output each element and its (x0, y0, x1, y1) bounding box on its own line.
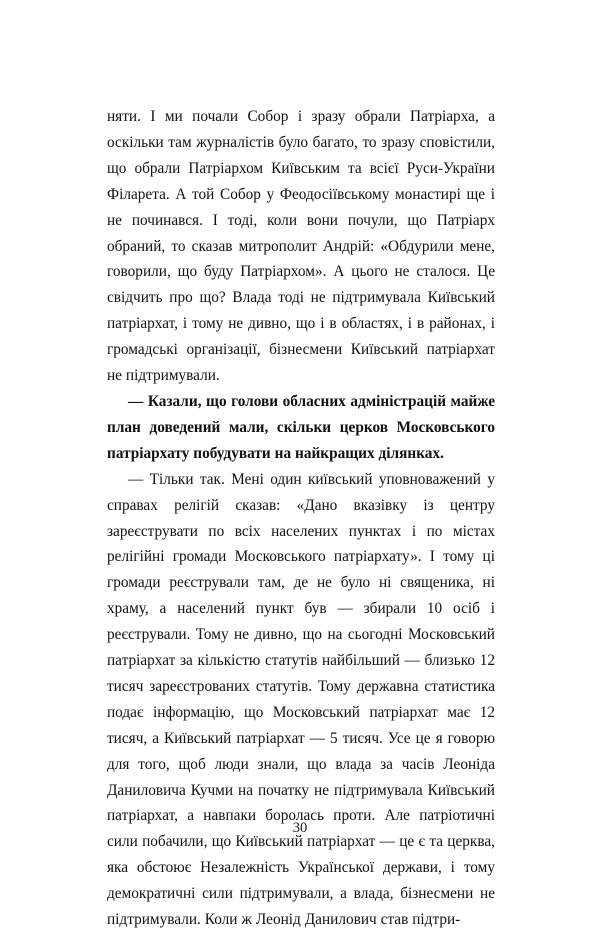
page-number: 30 (292, 820, 308, 836)
paragraph-interviewer-question: — Казали, що голови обласних адміністрацій майже план доведений мали, скільки церков Московського патріархату побудувати на найкращих ділянках. (107, 392, 495, 462)
page-text-body (107, 104, 495, 933)
paragraph-interviewee-answer: — Тільки так. Мені один київський уповноважений у справах релігій сказав: «Дано вказівку із центру зареєструвати по всіх населених пунктах і по містах релігійні громади Московського патріархату». І тому ці громади реєстрували там, де не було ні священика, ні храму, а населений пункт був — збирали 10 осіб і реєстрували. Тому не дивно, що на сьогодні Московський патріархат за кількістю статутів найбільший — близько 12 тисяч зареєстрованих статутів. Тому державна статистика подає інформацію, що Московський патріархат має 12 тисяч, а Київський патріархат — 5 тисяч. Усе це я говорю для того, щоб люди знали, що влада за часів Леоніда Даниловича Кучми на початку не підтримувала Київський патріархат, а навпаки боролась проти. Але патріотичні сили побачили, що Київський патріархат — це є та церква, яка обстоює Незалежність Української держави, і тому демократичні сили підтримували, а влада, бізнесмени не підтримували. Коли ж Леонід Данилович став підтри- (107, 470, 495, 929)
paragraph-continuation: няти. І ми почали Собор і зразу обрали Патріарха, а оскільки там журналістів було багато, то зразу сповістили, що обрали Патріархом Київським та всієї Руси-України Філарета. А той Собор у Феодосіївському монастирі ще і не починався. І тоді, коли вони почули, що Патріарх обраний, то сказав митрополит Андрій: «Обдурили мене, говорили, що буду Патріархом». А цього не сталося. Це свідчить про що? Влада тоді не підтримувала Київський патріархат, і тому не дивно, що і в областях, і в районах, і громадські організації, бізнесмени Київський патріархат не підтримували. (107, 108, 495, 385)
